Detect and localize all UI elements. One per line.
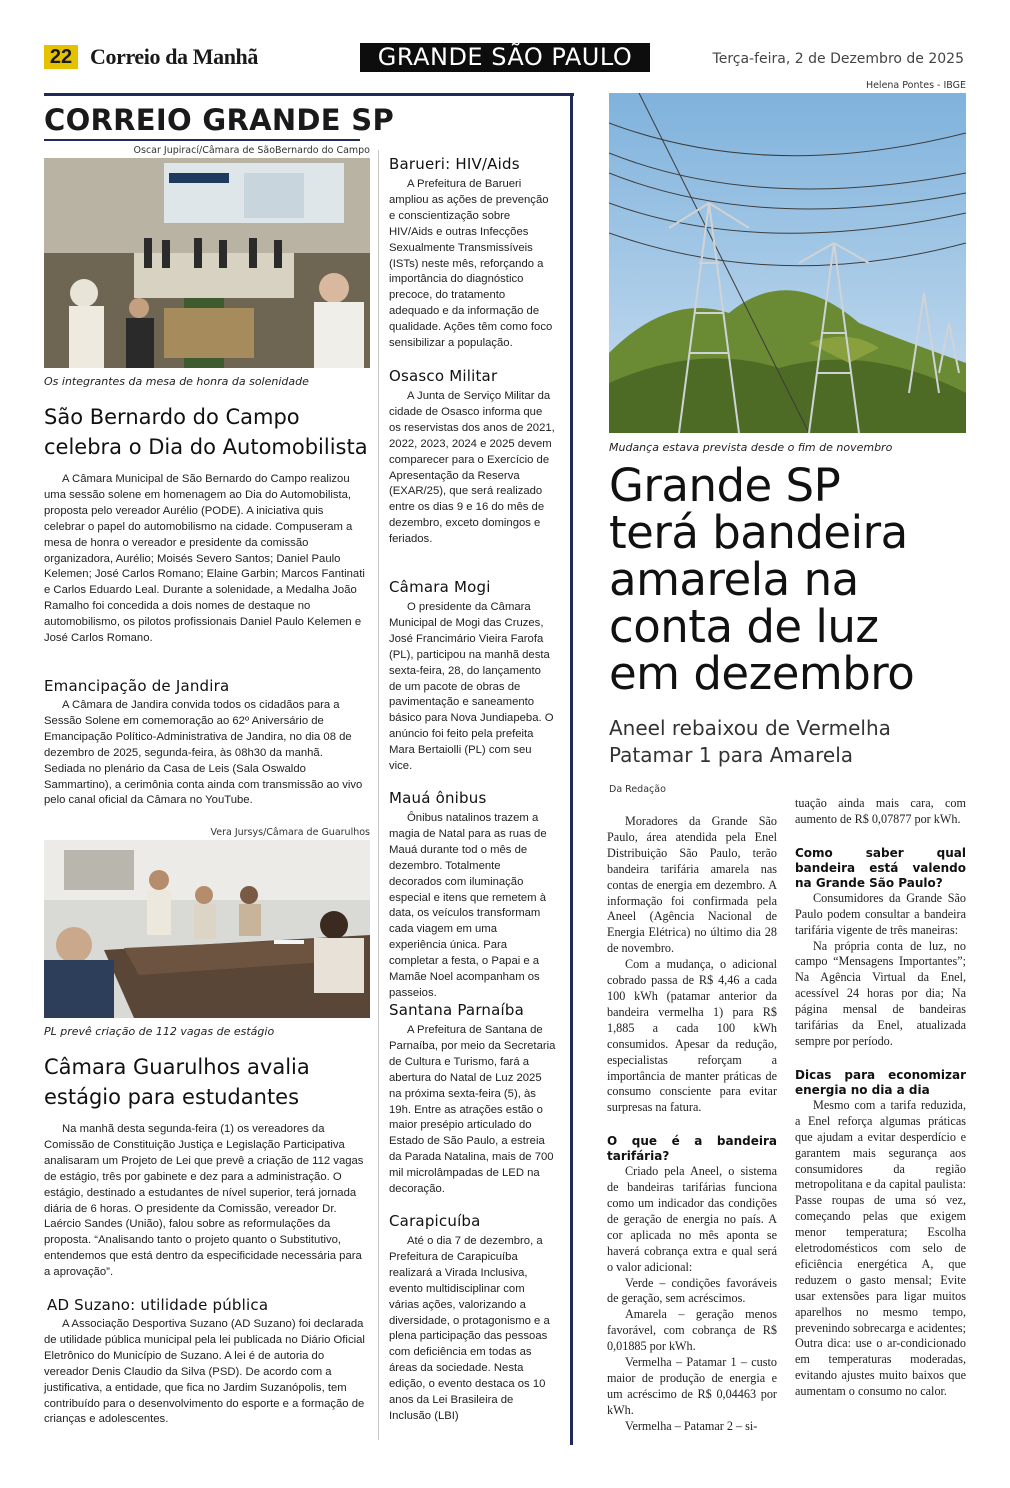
- page-number: 22: [44, 45, 78, 69]
- paragraph: Criado pela Aneel, o sistema de bandeiras tarifárias funciona como um indicador das condições de geração de energia no país. A cor aplicada no mês aponta se haverá cobrança extra e qual será o valor adicional:: [607, 1164, 777, 1274]
- story-body: A Associação Desportiva Suzano (AD Suzano) foi declarada de utilidade pública municipal pela lei publicada no Diário Oficial Eletrônico do Município de Suzano. A lei é de autoria do vereador Denis Claudio da Silva (PSD). De acordo com a justificativa, a entidade, que fica no Jardim Suzanópolis, tem contribuído para o desenvolvimento do esporte e a formação de crianças e adolescentes.: [44, 1318, 365, 1426]
- photo-credit: Helena Pontes - IBGE: [865, 80, 966, 91]
- brief-headline: Santana Parnaíba: [389, 1001, 525, 1019]
- paragraph: Vermelha – Patamar 1 – custo maior de produção de energia e um acréscimo de R$ 0,04463 por kWh.: [607, 1355, 777, 1417]
- story-body: Na manhã desta segunda-feira (1) os vereadores da Comissão de Constituição Justiça e Legislação Participativa analisaram um Projeto de Lei que prevê a criação de 112 vagas de estágio, três por gabinete e dez para a administração. O estágio, destinado a estudantes de nível superior, terá jornada diária de 6 horas. O presidente da Comissão, vereador Dr. Laércio Sandes (União), falou sobre as reformulações da proposta. “Analisando tanto o projeto quanto o Substitutivo, entendemos que está dentro da especificidade necessária para a aprovação”.: [44, 1123, 364, 1279]
- section-title-rule: [44, 139, 360, 141]
- section-banner: GRANDE SÃO PAULO: [360, 43, 650, 72]
- brief-headline: Carapicuíba: [389, 1212, 481, 1230]
- brief-headline: Barueri: HIV/Aids: [389, 155, 520, 173]
- headline-line: Grande SP: [609, 459, 841, 512]
- photo-caption: Os integrantes da mesa de honra da solenidade: [44, 375, 309, 388]
- section-title: CORREIO GRANDE SP: [44, 103, 395, 137]
- paragraph: Na própria conta de luz, no campo “Mensagens Importantes”; Na Agência Virtual da Enel, acessível 24 horas por dia; Na página mensal de bandeiras tarifárias da Enel, atualizada sempre por período.: [795, 938, 966, 1048]
- subheading: O que é a bandeira tarifária?: [607, 1134, 777, 1164]
- main-subhead: Aneel rebaixou de Vermelha Patamar 1 para Amarela: [609, 716, 891, 767]
- power-lines-photo: [609, 93, 966, 433]
- photo-caption: Mudança estava prevista desde o fim de novembro: [609, 441, 893, 454]
- subheading: Dicas para economizar energia no dia a dia: [795, 1067, 966, 1097]
- paragraph: Amarela – geração menos favorável, com cobrança de R$ 0,01885 por kWh.: [607, 1307, 777, 1354]
- paragraph: Consumidores da Grande São Paulo podem consultar a bandeira tarifária vigente de três maneiras:: [795, 890, 966, 937]
- photo-credit: Vera Jursys/Câmara de Guarulhos: [210, 827, 370, 838]
- paragraph: Com a mudança, o adicional cobrado passa de R$ 4,46 a cada 100 kWh (patamar anterior da bandeira vermelha 1) para R$ 1,885 a cada 100 kWh consumidos. Apesar da redução, especialistas reforçam a importância de manter práticas de consumo consciente para evitar surpresas na fatura.: [607, 957, 777, 1115]
- paragraph: Vermelha – Patamar 2 – si-: [625, 1418, 758, 1433]
- main-story-column-2: [795, 796, 966, 1400]
- headline-line: Câmara Guarulhos avalia: [44, 1055, 310, 1079]
- brief-headline: Osasco Militar: [389, 367, 498, 385]
- story-body: A Câmara de Jandira convida todos os cidadãos para a Sessão Solene em comemoração ao 62º Aniversário de Emancipação Político-Administrativa de Jandira, no dia 08 de dezembro de 2025, segunda-feira, às 08h30 da manhã. Sediada no plenário da Casa de Leis (Sala Oswaldo Sammartino), a cerimônia conta ainda com transmissão ao vivo pelo canal oficial da Câmara no YouTube.: [44, 699, 363, 807]
- paragraph: Mesmo com a tarifa reduzida, a Enel reforça algumas práticas que ajudam a evitar desperdício e garantem mais segurança aos consumidores da região metropolitana e da capital paulista: Passe roupas de uma só vez, começando pelas que exigem menor temperatura; Escolha eletrodomésticos com selo de eficiência energética A, que reduzem o gasto mensal; Evite usar extensões para ligar muitos aparelhos no mesmo tempo, prevenindo sobrecarga e acidentes; Outra dica: use o ar-condicionado em temperaturas moderadas, evitando ajustes muito baixos que aumentam o consumo no calor.: [795, 1097, 966, 1399]
- brief-headline: Mauá ônibus: [389, 789, 487, 807]
- story-body: A Câmara Municipal de São Bernardo do Campo realizou uma sessão solene em homenagem ao Dia do Automobilista, proposta pelo vereador Aurélio (PODE). A iniciativa quis celebrar o papel do automobilismo na cidade. Compuseram a mesa de honra o vereador e presidente da comissão organizadora, Aurélio; Moisés Severo Santos; Daniel Paulo Kelemen; José Carlos Romano; Elaine Garbin; Marcos Fantinati e Carlos Eduardo Leal. Durante a solenidade, a Medalha João Ramalho foi concedida a dois nomes de destaque no automobilismo, os pilotos profissionais Daniel Paulo Kelemen e José Carlos Romano.: [44, 473, 365, 645]
- headline-line: conta de luz: [609, 600, 879, 653]
- headline-line: estágio para estudantes: [44, 1085, 300, 1109]
- paragraph: Moradores da Grande São Paulo, área atendida pela Enel Distribuição São Paulo, terão bandeira tarifária amarela nas contas de energia em dezembro. A informação foi confirmada pela Aneel (Agência Nacional de Energia Elétrica) no último dia 28 de novembro.: [607, 814, 777, 956]
- byline: Da Redação: [609, 784, 666, 795]
- brief-headline: Câmara Mogi: [389, 578, 491, 596]
- brief-body: Ônibus natalinos trazem a magia de Natal para as ruas de Mauá durante tod o mês de dezembro. Totalmente decorados com iluminação especial e itens que remetem à data, os veículos transformam cada viagem em uma experiência única. Para completar a festa, o Papai e a Mamãe Noel acompanham os passeios.: [389, 812, 547, 999]
- main-headline: [609, 459, 989, 700]
- photo-caption: PL prevê criação de 112 vagas de estágio: [44, 1025, 275, 1038]
- brief-body: A Prefeitura de Barueri ampliou as ações de prevenção e conscientização sobre HIV/Aids e outras Infecções Sexualmente Transmissíveis (ISTs) neste mês, reforçando a importância do diagnóstico precoce, do tratamento adequado e da informação de qualidade. Ações têm como foco sensibilizar a população.: [389, 178, 553, 350]
- photo-credit: Oscar Jupirací/Câmara de SãoBernardo do Campo: [133, 145, 370, 156]
- story-headline: AD Suzano: utilidade pública: [47, 1296, 269, 1314]
- subheading: Como saber qual bandeira está valendo na Grande São Paulo?: [795, 845, 966, 890]
- main-story-column-1: [607, 814, 777, 1435]
- masthead-logo: Correio da Manhã: [90, 44, 258, 69]
- story-headline: Emancipação de Jandira: [44, 677, 230, 695]
- brief-body: Até o dia 7 de dezembro, a Prefeitura de Carapicuíba realizará a Virada Inclusiva, evento multidisciplinar com várias ações, valorizando a diversidade, o protagonismo e a plena participação das pessoas com deficiência em todas as áreas da sociedade. Nesta edição, o evento destaca os 10 anos da Lei Brasileira de Inclusão (LBI): [389, 1235, 550, 1422]
- headline-line: celebra o Dia do Automobilista: [44, 435, 368, 459]
- story-headline: [44, 402, 374, 462]
- brief-body: A Junta de Serviço Militar da cidade de Osasco informa que os reservistas dos anos de 2021, 2022, 2023, 2024 e 2025 devem comparecer para o Exercício de Apresentação da Reserva (EXAR/25), que será realizado entre os dias 9 e 16 do mês de dezembro, exceto domingos e feriados.: [389, 390, 555, 546]
- paragraph: Verde – condições favoráveis de geração, sem acréscimos.: [607, 1275, 777, 1306]
- headline-line: terá bandeira: [609, 506, 908, 559]
- brief-body: A Prefeitura de Santana de Parnaíba, por meio da Secretaria de Cultura e Turismo, fará a abertura do Natal de Luz 2025 na próxima sexta-feira (5), às 19h. Entre as atrações estão o maior presépio articulado do Estado de São Paulo, a estreia da Parada Natalina, mais de 700 mil microlâmpadas de LED na decoração.: [389, 1024, 556, 1196]
- column-divider: [378, 150, 379, 1440]
- frame-top-rule: [44, 93, 574, 96]
- meeting-photo: [44, 840, 370, 1018]
- edition-date: Terça-feira, 2 de Dezembro de 2025: [712, 51, 964, 67]
- story-headline: [44, 1052, 374, 1112]
- headline-line: amarela na: [609, 553, 859, 606]
- paragraph: tuação ainda mais cara, com aumento de R$ 0,07877 por kWh.: [795, 796, 966, 826]
- frame-right-rule: [570, 93, 573, 1445]
- headline-line: em dezembro: [609, 647, 915, 700]
- brief-body: O presidente da Câmara Municipal de Mogi das Cruzes, José Francimário Vieira Farofa (PL), participou na manhã desta sexta-feira, 28, do lançamento de um pacote de obras de pavimentação e saneamento básico para Nova Jundiapeba. O anúncio foi feito pela prefeita Mara Bertaiolli (PL) com seu vice.: [389, 601, 554, 773]
- headline-line: São Bernardo do Campo: [44, 405, 300, 429]
- ceremony-photo: [44, 158, 370, 368]
